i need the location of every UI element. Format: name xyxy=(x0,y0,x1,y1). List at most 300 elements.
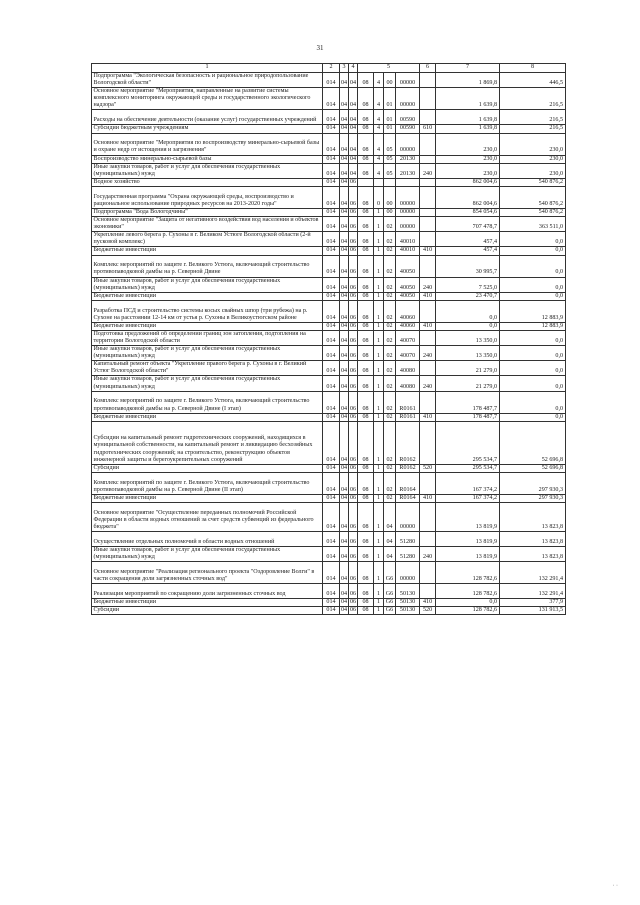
cell-k7: 30 995,7 xyxy=(436,255,500,277)
cell-k4: 06 xyxy=(349,255,358,277)
cell-k7: 128 782,6 xyxy=(436,562,500,584)
cell-p1: 08 xyxy=(358,502,374,531)
cell-k3: 04 xyxy=(340,247,348,254)
cell-name: Основное мероприятие "Мероприятия, направленные на развитие системы комплексного мониторинга окружающей среды и государственного экологического надзора" xyxy=(92,88,323,110)
cell-k3: 04 xyxy=(340,133,349,155)
table-row xyxy=(92,502,566,531)
cell-p2: 4 xyxy=(374,133,384,155)
cell-p2: 1 xyxy=(374,330,384,345)
table-row xyxy=(92,472,566,494)
cell-p2: 1 xyxy=(374,292,384,300)
cell-name: Подпрограмма "Экологическая безопасность и рациональное природопользование Вологодской области" xyxy=(92,73,323,88)
cell-k8: 216,5 xyxy=(500,88,566,110)
cell-k8: 540 876,2 xyxy=(500,208,566,216)
cell-k2: 014 xyxy=(323,88,340,110)
table-row xyxy=(92,546,566,561)
table-row xyxy=(92,255,566,277)
cell-p2: 1 xyxy=(374,391,384,413)
cell-p1: 08 xyxy=(358,88,374,110)
cell-p1: 08 xyxy=(358,110,374,125)
cell-k2: 014 xyxy=(323,300,340,322)
cell-k2: 014 xyxy=(323,607,340,615)
cell-k6 xyxy=(420,502,436,531)
cell-name: Субсидии бюджетным учреждениям xyxy=(92,125,323,133)
cell-k6: 240 xyxy=(420,277,436,292)
cell-p4: 00000 xyxy=(396,217,420,232)
cell-name: Воспроизводство минерально-сырьевой базы xyxy=(92,155,323,163)
cell-p4: 40050 xyxy=(396,255,420,277)
cell-p2: 1 xyxy=(374,300,384,322)
table-row xyxy=(92,599,566,607)
cell-k6: 410 xyxy=(420,599,436,607)
cell-p2: 4 xyxy=(374,73,384,88)
header-col-3: 3 xyxy=(340,64,349,73)
cell-name: Бюджетные инвестиции xyxy=(92,292,323,300)
cell-p3: 05 xyxy=(384,133,396,155)
table-row xyxy=(92,322,566,330)
cell-k6: 240 xyxy=(420,376,436,391)
cell-k2: 014 xyxy=(323,531,340,546)
cell-p4: R0162 xyxy=(396,421,420,464)
cell-k7: 1 869,8 xyxy=(436,73,500,88)
cell-k8: 132 291,4 xyxy=(500,562,566,584)
cell-p3: 00 xyxy=(384,73,396,88)
cell-p2: 1 xyxy=(374,562,384,584)
cell-k7: 21 279,0 xyxy=(436,361,500,376)
cell-k4: 06 xyxy=(349,531,358,546)
cell-k4: 06 xyxy=(349,361,358,376)
cell-k3: 04 xyxy=(340,472,349,494)
cell-k3: 04 xyxy=(340,584,349,599)
cell-k8: 13 823,8 xyxy=(500,531,566,546)
cell-p4: 00000 xyxy=(396,73,420,88)
cell-p3: 02 xyxy=(384,346,396,361)
cell-k8: 131 913,5 xyxy=(500,607,566,615)
table-row xyxy=(92,277,566,292)
cell-k6: 240 xyxy=(420,346,436,361)
cell-p4: 40050 xyxy=(396,277,420,292)
cell-name: Иные закупки товаров, работ и услуг для обеспечения государственных (муниципальных) нужд xyxy=(92,346,323,361)
cell-k2: 014 xyxy=(323,502,340,531)
cell-name: Основное мероприятие "Осуществление переданных полномочий Российской Федерации в области водных отношений за счет средств субвенций из федерального бюджета" xyxy=(92,502,323,531)
cell-p3: 00 xyxy=(384,208,396,216)
cell-k2: 014 xyxy=(323,125,340,133)
cell-k3: 04 xyxy=(340,186,349,208)
cell-p4: 40080 xyxy=(396,361,420,376)
cell-name: Осуществление отдельных полномочий в области водных отношений xyxy=(92,531,323,546)
cell-p4: 50130 xyxy=(396,607,420,615)
cell-name: Комплекс мероприятий по защите г. Великого Устюга, включающий строительство противопаводковой дамбы на р. Северной Двине (I этап) xyxy=(92,391,323,413)
cell-k8: 13 823,8 xyxy=(500,502,566,531)
cell-p2 xyxy=(374,178,384,186)
cell-k8: 0,0 xyxy=(500,277,566,292)
cell-p3: 04 xyxy=(384,531,396,546)
cell-p2: 4 xyxy=(374,163,384,178)
cell-p2: 4 xyxy=(374,155,384,163)
header-col-8: 8 xyxy=(500,64,566,73)
cell-name: Бюджетные инвестиции xyxy=(92,247,323,255)
cell-p1: 08 xyxy=(358,330,374,345)
cell-k8: 0,0 xyxy=(500,247,566,255)
cell-p4: R0161 xyxy=(396,391,420,413)
cell-name: Основное мероприятие "Защита от негативного воздействия вод населения и объектов экономики" xyxy=(92,217,323,232)
cell-p4: 00000 xyxy=(396,502,420,531)
cell-p3: 05 xyxy=(384,155,396,163)
table-row xyxy=(92,531,566,546)
cell-k4: 04 xyxy=(349,73,358,88)
header-col-4: 4 xyxy=(349,64,358,73)
cell-p1: 08 xyxy=(358,546,374,561)
table-row xyxy=(92,247,566,255)
cell-k7: 0,0 xyxy=(436,300,500,322)
table-row xyxy=(92,217,566,232)
cell-p3: G6 xyxy=(384,607,396,615)
cell-name: Иные закупки товаров, работ и услуг для обеспечения государственных (муниципальных) нужд xyxy=(92,277,323,292)
header-col-5: 5 xyxy=(358,64,420,73)
cell-k6 xyxy=(420,178,436,186)
header-col-1: 1 xyxy=(92,64,323,73)
cell-k3: 04 xyxy=(340,494,348,501)
cell-k4: 06 xyxy=(349,186,358,208)
cell-p3: 02 xyxy=(384,464,396,472)
cell-k8: 0,0 xyxy=(500,413,566,421)
cell-k8: 0,0 xyxy=(500,361,566,376)
cell-p1: 08 xyxy=(358,163,374,178)
cell-k6 xyxy=(420,133,436,155)
cell-k6 xyxy=(420,255,436,277)
corner-mark: · · xyxy=(612,883,618,889)
cell-k7: 167 374,2 xyxy=(436,472,500,494)
cell-p2: 1 xyxy=(374,277,384,292)
cell-k6 xyxy=(420,584,436,599)
cell-p4: 00000 xyxy=(396,208,420,216)
cell-k7: 13 350,0 xyxy=(436,330,500,345)
cell-p4: 00000 xyxy=(396,133,420,155)
table-row xyxy=(92,361,566,376)
cell-p3: 00 xyxy=(384,186,396,208)
cell-p2: 1 xyxy=(374,361,384,376)
cell-k3: 04 xyxy=(340,607,348,614)
cell-name: Бюджетные инвестиции xyxy=(92,599,323,607)
cell-k8: 52 696,8 xyxy=(500,464,566,472)
cell-k3: 04 xyxy=(340,163,349,178)
table-row xyxy=(92,125,566,133)
cell-p3: 02 xyxy=(384,292,396,300)
cell-p4: 00000 xyxy=(396,562,420,584)
cell-p2: 1 xyxy=(374,494,384,502)
cell-p4: 40010 xyxy=(396,232,420,247)
cell-k8: 540 876,2 xyxy=(500,178,566,186)
cell-name: Подпрограмма "Вода Вологодчины" xyxy=(92,208,323,216)
cell-k2: 014 xyxy=(323,178,340,186)
cell-k8: 216,5 xyxy=(500,110,566,125)
cell-p1: 08 xyxy=(358,421,374,464)
cell-p4: 50130 xyxy=(396,584,420,599)
cell-k8: 0,0 xyxy=(500,255,566,277)
cell-k7: 295 534,7 xyxy=(436,464,500,472)
cell-k8: 230,0 xyxy=(500,155,566,163)
cell-p1: 08 xyxy=(358,413,374,421)
cell-k6: 240 xyxy=(420,163,436,178)
cell-k7: 23 470,7 xyxy=(436,292,500,300)
cell-p3: 02 xyxy=(384,277,396,292)
cell-k2: 014 xyxy=(323,546,340,561)
cell-k4: 06 xyxy=(349,584,358,599)
cell-k8: 446,5 xyxy=(500,73,566,88)
cell-k6 xyxy=(420,217,436,232)
cell-k7: 862 004,6 xyxy=(436,186,500,208)
cell-k3: 04 xyxy=(340,292,348,299)
cell-k8: 0,0 xyxy=(500,376,566,391)
cell-k2: 014 xyxy=(323,163,340,178)
cell-p2: 1 xyxy=(374,376,384,391)
cell-k2: 014 xyxy=(323,73,340,88)
cell-k2: 014 xyxy=(323,376,340,391)
cell-p3: G6 xyxy=(384,599,396,607)
cell-name: Подготовка предложений об определении границ зон затопления, подтопления на территории Вологодской области xyxy=(92,330,323,345)
cell-k2: 014 xyxy=(323,330,340,345)
cell-k4: 06 xyxy=(349,599,357,606)
cell-p2: 1 xyxy=(374,599,384,607)
cell-p4 xyxy=(396,178,420,186)
cell-k7: 128 782,6 xyxy=(436,607,500,615)
cell-p3: 01 xyxy=(384,110,396,125)
cell-k2: 014 xyxy=(323,361,340,376)
table-row xyxy=(92,413,566,421)
cell-k3: 04 xyxy=(340,255,349,277)
cell-k6 xyxy=(420,421,436,464)
cell-k7: 13 819,9 xyxy=(436,546,500,561)
cell-k4: 06 xyxy=(349,376,358,391)
cell-k6: 410 xyxy=(420,413,436,421)
cell-k4: 06 xyxy=(349,464,357,471)
cell-k7: 230,0 xyxy=(436,155,500,163)
cell-k8: 230,0 xyxy=(500,163,566,178)
cell-name: Бюджетные инвестиции xyxy=(92,413,323,421)
cell-k7: 295 534,7 xyxy=(436,421,500,464)
cell-k6 xyxy=(420,186,436,208)
header-col-2: 2 xyxy=(323,64,340,73)
cell-k2: 014 xyxy=(323,494,340,502)
cell-p4: 40070 xyxy=(396,346,420,361)
cell-k3: 04 xyxy=(340,73,349,88)
cell-k8: 0,0 xyxy=(500,330,566,345)
cell-p3: 02 xyxy=(384,494,396,502)
cell-k6 xyxy=(420,208,436,216)
cell-p4: R0161 xyxy=(396,413,420,421)
cell-p1: 08 xyxy=(358,255,374,277)
cell-p1: 08 xyxy=(358,73,374,88)
cell-k2: 014 xyxy=(323,110,340,125)
cell-k4: 06 xyxy=(349,322,357,329)
cell-k3: 04 xyxy=(340,502,349,531)
table-row xyxy=(92,391,566,413)
cell-k6: 410 xyxy=(420,247,436,255)
table-row xyxy=(92,607,566,615)
cell-k4: 04 xyxy=(349,110,358,125)
cell-k6 xyxy=(420,361,436,376)
table-row xyxy=(92,562,566,584)
cell-p3: G6 xyxy=(384,584,396,599)
cell-p2: 1 xyxy=(374,413,384,421)
cell-k8: 12 883,9 xyxy=(500,322,566,330)
cell-k3: 04 xyxy=(340,88,349,110)
cell-p1: 08 xyxy=(358,208,374,216)
table-row xyxy=(92,208,566,216)
cell-p1: 08 xyxy=(358,155,374,163)
cell-p3 xyxy=(384,178,396,186)
cell-p3: G6 xyxy=(384,562,396,584)
cell-k7: 0,0 xyxy=(436,599,500,607)
table-row xyxy=(92,584,566,599)
table-row xyxy=(92,421,566,464)
cell-k4: 06 xyxy=(349,277,358,292)
cell-k2: 014 xyxy=(323,186,340,208)
cell-k8: 377,9 xyxy=(500,599,566,607)
cell-p2: 1 xyxy=(374,531,384,546)
cell-k2: 014 xyxy=(323,413,340,421)
cell-p4: R0162 xyxy=(396,464,420,472)
cell-p4: R0164 xyxy=(396,472,420,494)
cell-name: Разработка ПСД и строительство системы косых свайных шпор (три рубежа) на р. Сухоне на расстоянии 12-14 км от устья р. Сухоны в Великоустюгском районе xyxy=(92,300,323,322)
cell-k3: 04 xyxy=(340,346,349,361)
table-row xyxy=(92,133,566,155)
cell-p3: 05 xyxy=(384,163,396,178)
cell-k3: 04 xyxy=(340,217,349,232)
table-row xyxy=(92,300,566,322)
cell-k6 xyxy=(420,562,436,584)
cell-p2: 1 xyxy=(374,346,384,361)
cell-k7: 13 819,9 xyxy=(436,531,500,546)
cell-k4: 06 xyxy=(349,607,357,614)
cell-name: Основное мероприятие "Реализация регионального проекта "Оздоровление Волги" в части сокращения доли загрязненных сточных вод" xyxy=(92,562,323,584)
cell-k8: 297 930,3 xyxy=(500,494,566,502)
cell-p4: 40070 xyxy=(396,330,420,345)
cell-k7: 862 004,6 xyxy=(436,178,500,186)
cell-p1: 08 xyxy=(358,531,374,546)
cell-p4: 20130 xyxy=(396,163,420,178)
cell-p3: 02 xyxy=(384,472,396,494)
table-row xyxy=(92,232,566,247)
cell-k2: 014 xyxy=(323,322,340,330)
cell-p1: 08 xyxy=(358,125,374,133)
cell-k6 xyxy=(420,232,436,247)
cell-name: Капитальный ремонт объекта "Укрепление правого берега р. Сухоны в г. Великий Устюг Вологодской области" xyxy=(92,361,323,376)
cell-k6 xyxy=(420,531,436,546)
cell-k3: 04 xyxy=(340,208,348,215)
cell-k6: 520 xyxy=(420,464,436,472)
cell-k7: 230,0 xyxy=(436,133,500,155)
cell-k6 xyxy=(420,110,436,125)
table-row xyxy=(92,155,566,163)
table-row xyxy=(92,330,566,345)
cell-p2: 1 xyxy=(374,607,384,615)
cell-k2: 014 xyxy=(323,155,340,163)
cell-k7: 0,0 xyxy=(436,322,500,330)
cell-k8: 0,0 xyxy=(500,292,566,300)
cell-name: Водное хозяйство xyxy=(92,178,323,186)
table-row xyxy=(92,110,566,125)
cell-name: Субсидии xyxy=(92,607,323,615)
cell-k3: 04 xyxy=(340,232,349,247)
cell-k7: 21 279,0 xyxy=(436,376,500,391)
cell-k2: 014 xyxy=(323,217,340,232)
cell-k6: 410 xyxy=(420,292,436,300)
cell-k6 xyxy=(420,391,436,413)
cell-k4: 04 xyxy=(349,125,357,132)
page-number: 31 xyxy=(316,44,324,52)
cell-k4: 06 xyxy=(349,502,358,531)
cell-k7: 457,4 xyxy=(436,247,500,255)
cell-k6 xyxy=(420,300,436,322)
cell-p2: 1 xyxy=(374,502,384,531)
cell-k3: 04 xyxy=(340,322,348,329)
cell-p4: 00000 xyxy=(396,88,420,110)
cell-k8: 0,0 xyxy=(500,232,566,247)
cell-k8: 230,0 xyxy=(500,133,566,155)
cell-p1: 08 xyxy=(358,217,374,232)
cell-k2: 014 xyxy=(323,584,340,599)
cell-k6 xyxy=(420,88,436,110)
cell-k8: 540 876,2 xyxy=(500,186,566,208)
cell-p1 xyxy=(358,178,374,186)
cell-name: Бюджетные инвестиции xyxy=(92,322,323,330)
cell-p4: 40060 xyxy=(396,300,420,322)
table-row xyxy=(92,88,566,110)
cell-p3: 02 xyxy=(384,300,396,322)
cell-k8: 52 696,8 xyxy=(500,421,566,464)
cell-k3: 04 xyxy=(340,562,349,584)
cell-name: Иные закупки товаров, работ и услуг для обеспечения государственных (муниципальных) нужд xyxy=(92,163,323,178)
cell-name: Укрепление левого берега р. Сухоны в г. Великом Устюге Вологодской области (2-й пусковой комплекс) xyxy=(92,232,323,247)
cell-p3: 02 xyxy=(384,421,396,464)
cell-k7: 230,0 xyxy=(436,163,500,178)
cell-p2: 1 xyxy=(374,247,384,255)
cell-k3: 04 xyxy=(340,413,348,420)
cell-p3: 02 xyxy=(384,391,396,413)
cell-p4: 51280 xyxy=(396,546,420,561)
cell-name: Основное мероприятие "Мероприятия по воспроизводству минерально-сырьевой базы и охране недр от истощения и загрязнения" xyxy=(92,133,323,155)
cell-k4: 06 xyxy=(349,178,357,185)
cell-k2: 014 xyxy=(323,133,340,155)
cell-p4: 40080 xyxy=(396,376,420,391)
cell-name: Государственная программа "Охрана окружающей среды, воспроизводство и рациональное использование природных ресурсов на 2013-2020 годы" xyxy=(92,186,323,208)
cell-p4: 00000 xyxy=(396,186,420,208)
cell-k2: 014 xyxy=(323,208,340,216)
cell-k4: 04 xyxy=(349,133,358,155)
cell-p3: 02 xyxy=(384,232,396,247)
cell-p3: 02 xyxy=(384,322,396,330)
cell-k3: 04 xyxy=(340,421,349,464)
cell-p1: 08 xyxy=(358,562,374,584)
cell-name: Иные закупки товаров, работ и услуг для обеспечения государственных (муниципальных) нужд xyxy=(92,546,323,561)
cell-k3: 04 xyxy=(340,464,348,471)
cell-k4: 04 xyxy=(349,155,357,162)
cell-name: Расходы на обеспечение деятельности (оказание услуг) государственных учреждений xyxy=(92,110,323,125)
cell-k3: 04 xyxy=(340,155,348,162)
cell-k7: 1 639,8 xyxy=(436,88,500,110)
cell-k8: 216,5 xyxy=(500,125,566,133)
cell-k8: 132 291,4 xyxy=(500,584,566,599)
cell-k2: 014 xyxy=(323,292,340,300)
cell-k6: 240 xyxy=(420,546,436,561)
cell-k8: 13 823,8 xyxy=(500,546,566,561)
cell-p3: 02 xyxy=(384,413,396,421)
cell-p1: 08 xyxy=(358,361,374,376)
cell-p1: 08 xyxy=(358,599,374,607)
cell-p2: 1 xyxy=(374,421,384,464)
cell-k6 xyxy=(420,73,436,88)
